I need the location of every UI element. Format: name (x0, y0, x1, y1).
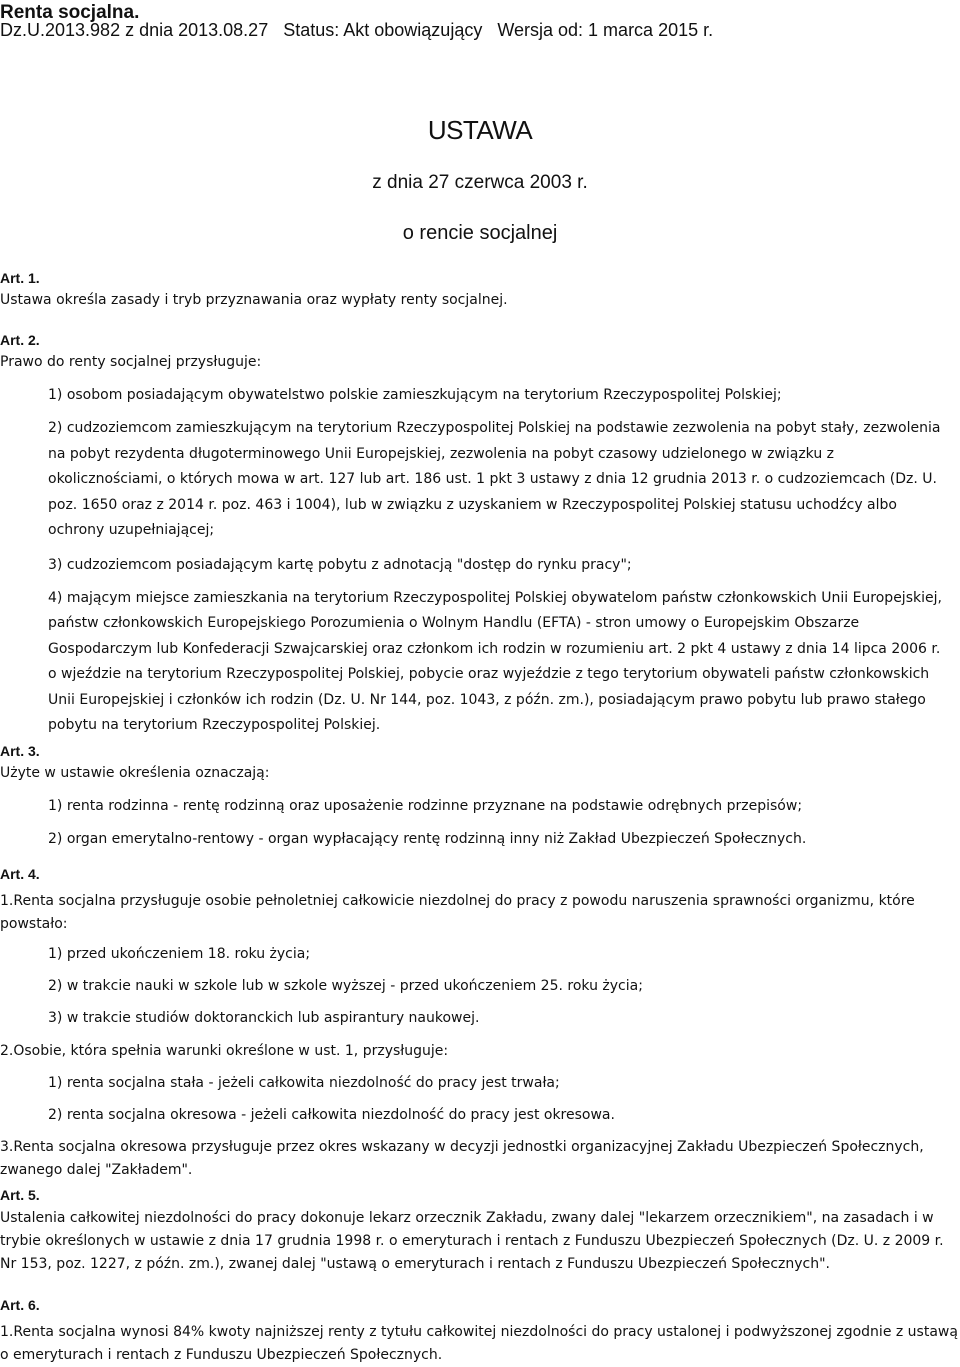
article-2 (0, 330, 960, 739)
article-3 (0, 741, 960, 849)
list-item: 1) renta rodzinna - rentę rodzinną oraz uposażenie rodzinne przyznane na podstawie odrębnych przepisów; (48, 798, 803, 814)
paragraph-1: 1.Renta socjalna przysługuje osobie pełnoletniej całkowicie niezdolnej do pracy z powodu naruszenia sprawności organizmu, które powstało: (0, 893, 915, 932)
article-intro: Użyte w ustawie określenia oznaczają: (0, 765, 270, 781)
article-heading: Art. 1. (0, 270, 40, 286)
version-label: Wersja od: 1 marca 2015 r. (497, 20, 714, 40)
list-item: 2) organ emerytalno-rentowy - organ wypłacający rentę rodzinną inny niż Zakład Ubezpieczeń Społecznych. (48, 831, 807, 847)
status-label: Status: Akt obowiązujący (283, 20, 483, 40)
article-heading: Art. 3. (0, 743, 40, 759)
list-item: 2) cudzoziemcom zamieszkującym na terytorium Rzeczypospolitej Polskiej na podstawie zezwolenia na pobyt stały, zezwolenia na pobyt rezydenta długoterminowego Unii Europejskiej, zezwolenia na pobyt czasowy udzielonego w związku z okolicznościami, o których mowa w art. 127 lub art. 186 ust. 1 pkt 3 ustawy z dnia 12 grudnia 2013 r. o cudzoziemcach (Dz. U. poz. 1650 oraz z 2014 r. poz. 463 i 1004), lub w związku z uzyskaniem w Rzeczypospolitej Polskiej statusu uchodźcy albo ochrony uzupełniającej; (48, 420, 941, 538)
act-type: USTAWA (427, 115, 533, 145)
article-text: 1.Renta socjalna wynosi 84% kwoty najniższej renty z tytułu całkowitej niezdolności do pracy ustalonej i podwyższonej zgodnie z ustawą o emeryturach i rentach z Funduszu Ubezpieczeń Społecznych. (0, 1324, 958, 1363)
article-6 (0, 1295, 960, 1367)
list-item: 2) renta socjalna okresowa - jeżeli całkowita niezdolność do pracy jest okresowa. (48, 1107, 615, 1123)
article-4 (0, 864, 960, 1182)
article-intro: Prawo do renty socjalnej przysługuje: (0, 354, 262, 370)
document-title: Renta socjalna. (0, 2, 140, 23)
act-date: z dnia 27 czerwca 2003 r. (372, 172, 588, 193)
list-item: 1) przed ukończeniem 18. roku życia; (48, 946, 311, 962)
article-5 (0, 1185, 960, 1276)
list-item: 2) w trakcie nauki w szkole lub w szkole wyższej - przed ukończeniem 25. roku życia; (48, 978, 643, 994)
article-text: Ustawa określa zasady i tryb przyznawania oraz wypłaty renty socjalnej. (0, 292, 508, 308)
article-text: Ustalenia całkowitej niezdolności do pracy dokonuje lekarz orzecznik Zakładu, zwany dalej "lekarzem orzecznikiem", na zasadach i w trybie określonych w ustawie z dnia 17 grudnia 1998 r. o emeryturach i rentach z Funduszu Ubezpieczeń Społecznych (Dz. U. z 2009 r. Nr 153, poz. 1227, z późn. zm.), zwanej dalej "ustawą o emeryturach i rentach z Funduszu Ubezpieczeń Społecznych". (0, 1210, 944, 1272)
list-item: 1) osobom posiadającym obywatelstwo polskie zamieszkującym na terytorium Rzeczypospolitej Polskiej; (48, 387, 782, 403)
paragraph-2: 2.Osobie, która spełnia warunki określone w ust. 1, przysługuje: (0, 1043, 449, 1059)
article-heading: Art. 2. (0, 332, 40, 348)
list-item: 3) w trakcie studiów doktoranckich lub aspirantury naukowej. (48, 1010, 480, 1026)
paragraph-3: 3.Renta socjalna okresowa przysługuje przez okres wskazany w decyzji jednostki organizacyjnej Zakładu Ubezpieczeń Społecznych, zwanego dalej "Zakładem". (0, 1139, 924, 1178)
source-reference: Dz.U.2013.982 z dnia 2013.08.27 (0, 20, 269, 40)
list-item: 3) cudzoziemcom posiadającym kartę pobytu z adnotacją "dostęp do rynku pracy"; (48, 556, 632, 573)
list-item: 1) renta socjalna stała - jeżeli całkowita niezdolność do pracy jest trwała; (48, 1075, 560, 1091)
act-subject: o rencie socjalnej (402, 222, 558, 244)
article-heading: Art. 5. (0, 1187, 40, 1203)
article-heading: Art. 6. (0, 1297, 40, 1313)
list-item: 4) mającym miejsce zamieszkania na terytorium Rzeczypospolitej Polskiej obywatelom państw członkowskich Unii Europejskiej, państw członkowskich Europejskiego Porozumienia o Wolnym Handlu (EFTA) - stron umowy o Europejskim Obszarze Gospodarczym lub Konfederacji Szwajcarskiej oraz członkom ich rodzin w rozumieniu art. 2 pkt 4 ustawy z dnia 14 lipca 2006 r. o wjeździe na terytorium Rzeczypospolitej Polskiej, pobycie oraz wyjeździe z tego terytorium obywateli państw członkowskich Unii Europejskiej i członków ich rodzin (Dz. U. Nr 144, poz. 1043, z późn. zm.), posiadającym prawo pobytu lub prawo stałego pobytu na terytorium Rzeczypospolitej Polskiej. (48, 589, 942, 733)
document-metadata (0, 20, 713, 41)
article-heading: Art. 4. (0, 866, 40, 882)
article-1 (0, 268, 960, 310)
